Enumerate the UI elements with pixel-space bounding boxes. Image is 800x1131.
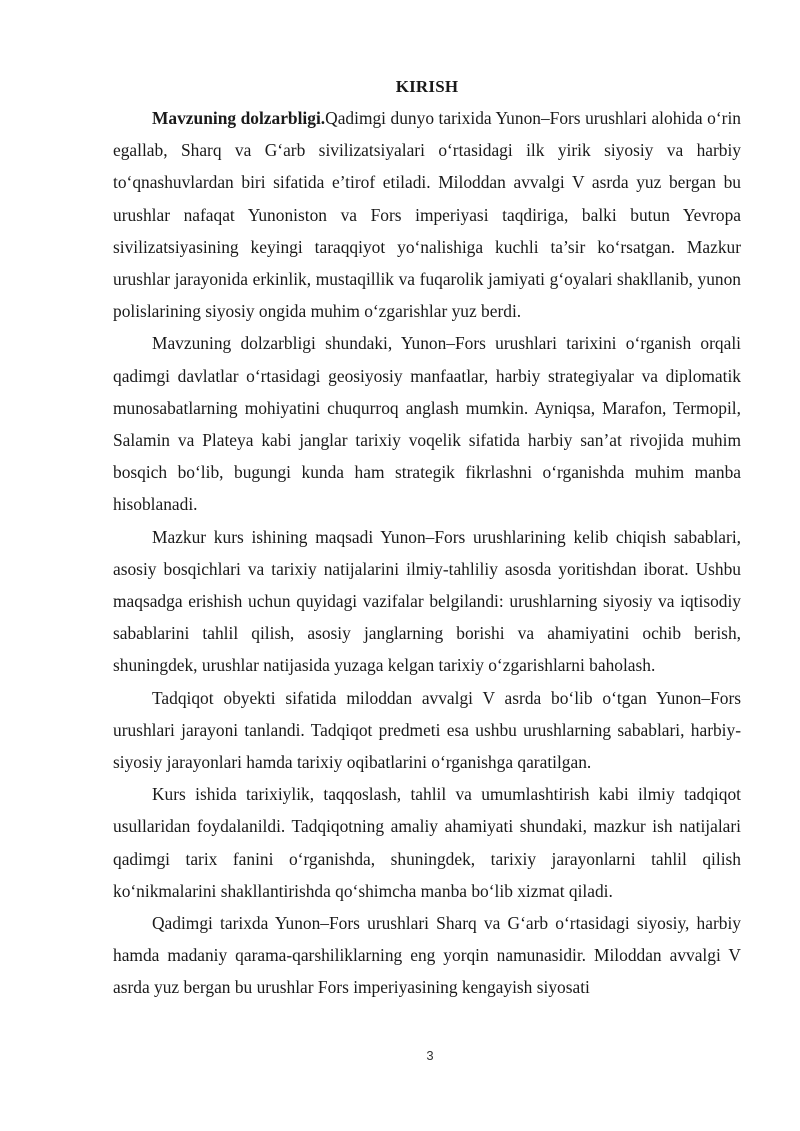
paragraph-methods: Kurs ishida tarixiylik, taqqoslash, tahlil va umumlashtirish kabi ilmiy tadqiqot usullaridan foydalanildi. Tadqiqotning amaliy ahamiyati shundaki, mazkur ish natijalari qadimgi tarix fanini oʻrganishda, shuningdek, tarixiy jarayonlarni tahlil qilish koʻnikmalarini shakllantirishda qoʻshimcha manba boʻlib xizmat qiladi. bbox=[113, 784, 741, 901]
document-page bbox=[113, 72, 741, 1004]
paragraph-relevance-detail: Mavzuning dolzarbligi shundaki, Yunon–Fors urushlari tarixini oʻrganish orqali qadimgi davlatlar oʻrtasidagi geosiyosiy manfaatlar, harbiy strategiyalar va diplomatik munosabatlarning mohiyatini chuqurroq anglash mumkin. Ayniqsa, Marafon, Termopil, Salamin va Plateya kabi janglar tarixiy voqelik sifatida harbiy san’at rivojida muhim bosqich boʻlib, bugungi kunda ham strategik fikrlashni oʻrganishda muhim manba hisoblanadi. bbox=[113, 333, 741, 515]
paragraph-relevance bbox=[113, 102, 741, 327]
section-heading: KIRISH bbox=[395, 77, 459, 96]
paragraph-lead: Mavzuning dolzarbligi. bbox=[152, 108, 326, 128]
paragraph-object: Tadqiqot obyekti sifatida miloddan avvalgi V asrda boʻlib oʻtgan Yunon–Fors urushlari jarayoni tanlandi. Tadqiqot predmeti esa ushbu urushlarning sabablari, harbiy-siyosiy jarayonlari hamda tarixiy oqibatlarini oʻrganishga qaratilgan. bbox=[113, 687, 741, 773]
paragraph-context: Qadimgi tarixda Yunon–Fors urushlari Sharq va Gʻarb oʻrtasidagi siyosiy, harbiy hamda madaniy qarama-qarshiliklarning eng yorqin namunasidir. Miloddan avvalgi V asrda yuz bergan bu urushlar Fors imperiyasining kengayish siyosati bbox=[113, 913, 741, 998]
page-number: 3 bbox=[426, 1048, 434, 1063]
paragraph-text: Qadimgi dunyo tarixida Yunon–Fors urushlari alohida oʻrin egallab, Sharq va Gʻarb sivilizatsiyalari oʻrtasidagi ilk yirik siyosiy va harbiy toʻqnashuvlardan biri sifatida e’tirof etiladi. Miloddan avvalgi V asrda yuz bergan bu urushlar nafaqat Yunoniston va Fors imperiyasi taqdiriga, balki butun Yevropa sivilizatsiyasining keyingi taraqqiyot yoʻnalishiga kuchli ta’sir koʻrsatgan. Mazkur urushlar jarayonida erkinlik, mustaqillik va fuqarolik jamiyati gʻoyalari shakllanib, yunon polislarining siyosiy ongida muhim oʻzgarishlar yuz berdi. bbox=[113, 108, 741, 322]
paragraph-goal: Mazkur kurs ishining maqsadi Yunon–Fors urushlarining kelib chiqish sabablari, asosiy bosqichlari va tarixiy natijalarini ilmiy-tahliliy asosda yoritishdan iborat. Ushbu maqsadga erishish uchun quyidagi vazifalar belgilandi: urushlarning siyosiy va iqtisodiy sabablarini tahlil qilish, asosiy janglarning borishi va ahamiyatini ochib berish, shuningdek, urushlar natijasida yuzaga kelgan tarixiy oʻzgarishlarni baholash. bbox=[113, 526, 741, 676]
